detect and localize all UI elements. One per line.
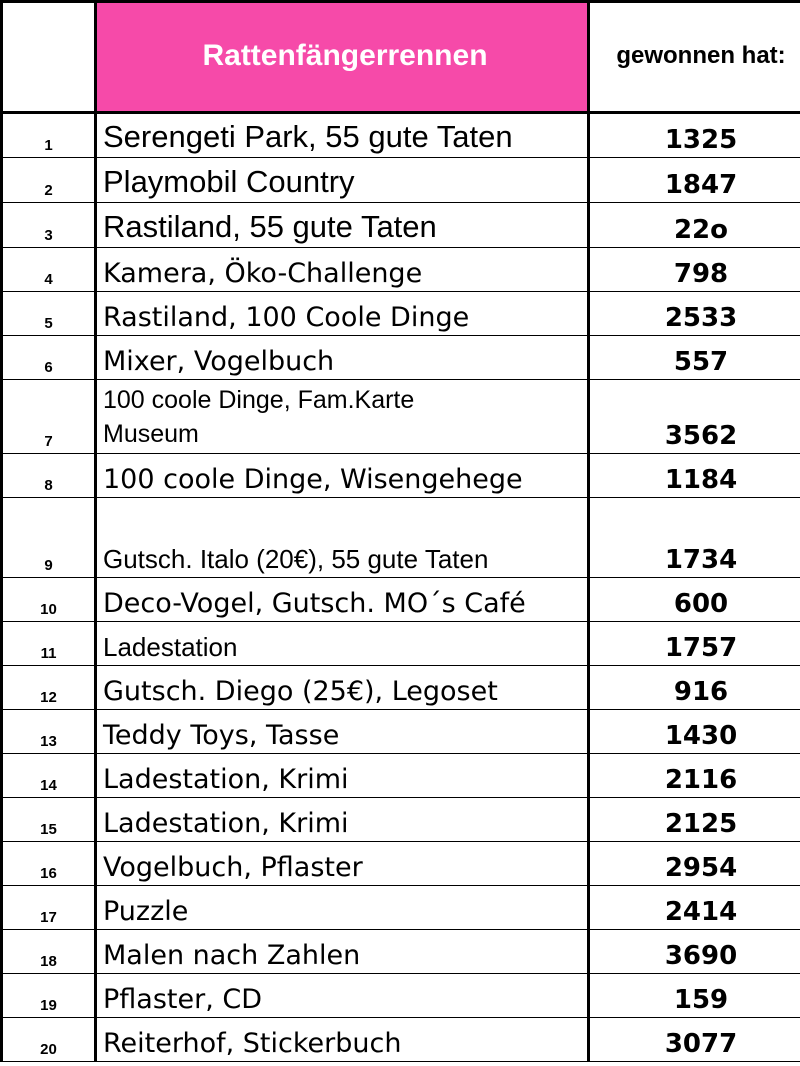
table-row [2,248,800,292]
row-number: 6 [2,336,96,380]
winner-number: 1734 [589,498,800,578]
table-row [2,622,800,666]
row-number: 17 [2,886,96,930]
prize-cell: Playmobil Country [96,158,589,203]
row-number: 19 [2,974,96,1018]
table-row [2,974,800,1018]
table-row [2,886,800,930]
winner-number: 2125 [589,798,800,842]
prize-cell: Deco-Vogel, Gutsch. MO´s Café [96,578,589,622]
prize-cell: Gutsch. Italo (20€), 55 gute Taten [96,498,589,578]
prize-cell [96,380,589,454]
row-number: 3 [2,203,96,248]
row-number: 13 [2,710,96,754]
table-row [2,842,800,886]
prize-line: 100 coole Dinge, Fam.Karte [103,386,415,414]
prize-cell: Ladestation [96,622,589,666]
prize-cell: Pflaster, CD [96,974,589,1018]
table-row [2,336,800,380]
row-number: 12 [2,666,96,710]
row-number: 18 [2,930,96,974]
winner-number: 22o [589,203,800,248]
row-number: 9 [2,498,96,578]
table-row [2,666,800,710]
winner-number: 3690 [589,930,800,974]
winner-number: 1757 [589,622,800,666]
prize-cell: Gutsch. Diego (25€), Legoset [96,666,589,710]
table-row [2,798,800,842]
table-row [2,754,800,798]
header-row [2,2,800,113]
table-row [2,1018,800,1062]
prize-cell: Malen nach Zahlen [96,930,589,974]
row-number: 7 [2,380,96,454]
winner-number: 798 [589,248,800,292]
row-number: 20 [2,1018,96,1062]
row-number: 8 [2,454,96,498]
row-number: 1 [2,113,96,158]
table-row [2,454,800,498]
prize-cell: Kamera, Öko-Challenge [96,248,589,292]
prize-cell: Serengeti Park, 55 gute Taten [96,113,589,158]
winner-number: 1430 [589,710,800,754]
row-number: 16 [2,842,96,886]
winner-number: 2533 [589,292,800,336]
prize-cell: Teddy Toys, Tasse [96,710,589,754]
table-row [2,203,800,248]
winner-number: 2414 [589,886,800,930]
row-number: 5 [2,292,96,336]
prize-cell: Vogelbuch, Pflaster [96,842,589,886]
winner-number: 1847 [589,158,800,203]
prize-cell: Ladestation, Krimi [96,754,589,798]
winner-column-header: gewonnen hat: [589,2,800,113]
row-number: 14 [2,754,96,798]
winner-number: 1325 [589,113,800,158]
row-number: 15 [2,798,96,842]
table-row [2,113,800,158]
row-number: 4 [2,248,96,292]
row-number: 2 [2,158,96,203]
winner-number: 916 [589,666,800,710]
table-row [2,292,800,336]
winner-number: 600 [589,578,800,622]
row-number: 10 [2,578,96,622]
prize-cell: Reiterhof, Stickerbuch [96,1018,589,1062]
prize-line: Museum [103,420,199,448]
table-row [2,498,800,578]
prize-cell: Rastiland, 100 Coole Dinge [96,292,589,336]
winner-number: 1184 [589,454,800,498]
winner-number: 159 [589,974,800,1018]
prize-cell: 100 coole Dinge, Wisengehege [96,454,589,498]
table-row [2,578,800,622]
prize-cell: Rastiland, 55 gute Taten [96,203,589,248]
winner-number: 557 [589,336,800,380]
table-row [2,380,800,454]
winner-number: 3562 [589,380,800,454]
prize-cell: Mixer, Vogelbuch [96,336,589,380]
winner-number: 2954 [589,842,800,886]
table-row [2,158,800,203]
winner-number: 3077 [589,1018,800,1062]
winner-number: 2116 [589,754,800,798]
table-title: Rattenfängerrennen [96,2,589,113]
table-row [2,930,800,974]
prize-cell: Puzzle [96,886,589,930]
header-empty-cell [2,2,96,113]
table-row [2,710,800,754]
row-number: 11 [2,622,96,666]
prize-cell: Ladestation, Krimi [96,798,589,842]
